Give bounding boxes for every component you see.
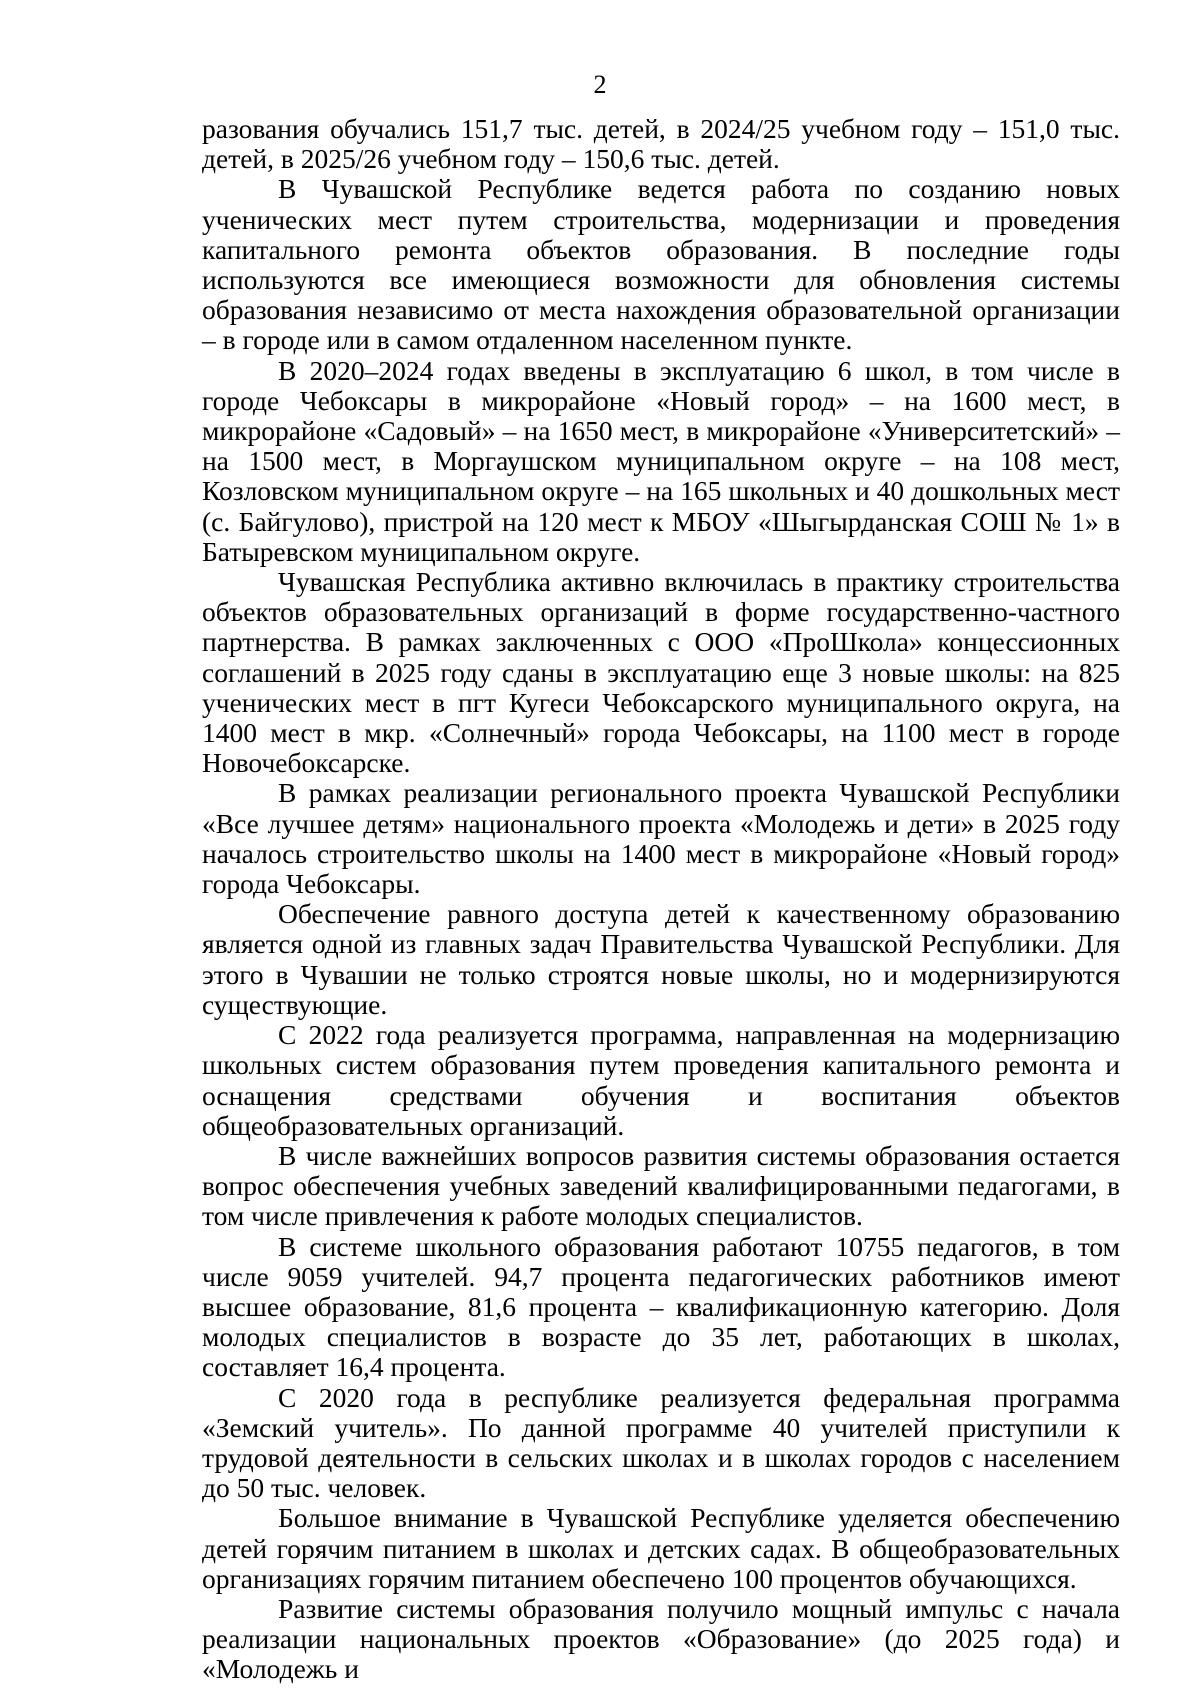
paragraph: Развитие системы образования получило мощный импульс с начала реализации национальных проектов «Образование» (до 2025 года) и «Молодежь и: [202, 1592, 1120, 1685]
paragraph: В числе важнейших вопросов развития системы образования остается вопрос обеспечения учебных заведений квалифицированными педагогами, в том числе привлечения к работе молодых специалистов.: [202, 1139, 1120, 1232]
paragraph: Чувашская Республика активно включилась в практику строительства объектов образовательных организаций в форме государственно-частного партнерства. В рамках заключенных с ООО «ПроШкола» концессионных соглашений в 2025 году сданы в эксплуатацию еще 3 новые школы: на 825 ученических мест в пгт Кугеси Чебоксарского муниципального округа, на 1400 мест в мкр. «Солнечный» города Чебоксары, на 1100 мест в городе Новочебоксарске.: [202, 566, 1120, 779]
paragraph: Большое внимание в Чувашской Республике уделяется обеспечению детей горячим питанием в школах и детских садах. В общеобразовательных организациях горячим питанием обеспечено 100 процентов обучающихся.: [202, 1502, 1120, 1594]
document-body: [202, 114, 1120, 1685]
paragraph: С 2022 года реализуется программа, направленная на модернизацию школьных систем образования путем проведения капитального ремонта и оснащения средствами обучения и воспитания объектов общеобразовательных организаций.: [202, 1019, 1120, 1141]
paragraph: В Чувашской Республике ведется работа по созданию новых ученических мест путем строительства, модернизации и проведения капитального ремонта объектов образования. В последние годы используются все имеющиеся возможности для обновления системы образования независимо от места нахождения образовательной организации – в городе или в самом отдаленном населенном пункте.: [202, 173, 1120, 356]
paragraph: В 2020–2024 годах введены в эксплуатацию 6 школ, в том числе в городе Чебоксары в микрорайоне «Новый город» – на 1600 мест, в микрорайоне «Садовый» – на 1650 мест, в микрорайоне «Университетский» – на 1500 мест, в Моргаушском муниципальном округе – на 108 мест, Козловском муниципальном округе – на 165 школьных и 40 дошкольных мест (с. Байгулово), пристрой на 120 мест к МБОУ «Шыгырданская СОШ № 1» в Батыревском муниципальном округе.: [202, 354, 1120, 567]
paragraph: В системе школьного образования работают 10755 педагогов, в том числе 9059 учителей. 94,7 процента педагогических работников имеют высшее образование, 81,6 процента – квалификационную категорию. Доля молодых специалистов в возрасте до 35 лет, работающих в школах, составляет 16,4 процента.: [202, 1230, 1120, 1383]
paragraph: разования обучались 151,7 тыс. детей, в 2024/25 учебном году – 151,0 тыс. детей, в 2025/26 учебном году – 150,6 тыс. детей.: [202, 113, 1120, 175]
page-number: 2: [593, 70, 607, 99]
paragraph: Обеспечение равного доступа детей к качественному образованию является одной из главных задач Правительства Чувашской Республики. Для этого в Чувашии не только строятся новые школы, но и модернизируются существующие.: [202, 898, 1120, 1020]
paragraph: В рамках реализации регионального проекта Чувашской Республики «Все лучшее детям» национального проекта «Молодежь и дети» в 2025 году началось строительство школы на 1400 мест в микрорайоне «Новый город» города Чебоксары.: [202, 777, 1120, 900]
paragraph: С 2020 года в республике реализуется федеральная программа «Земский учитель». По данной программе 40 учителей приступили к трудовой деятельности в сельских школах и в школах городов с населением до 50 тыс. человек.: [202, 1381, 1120, 1504]
